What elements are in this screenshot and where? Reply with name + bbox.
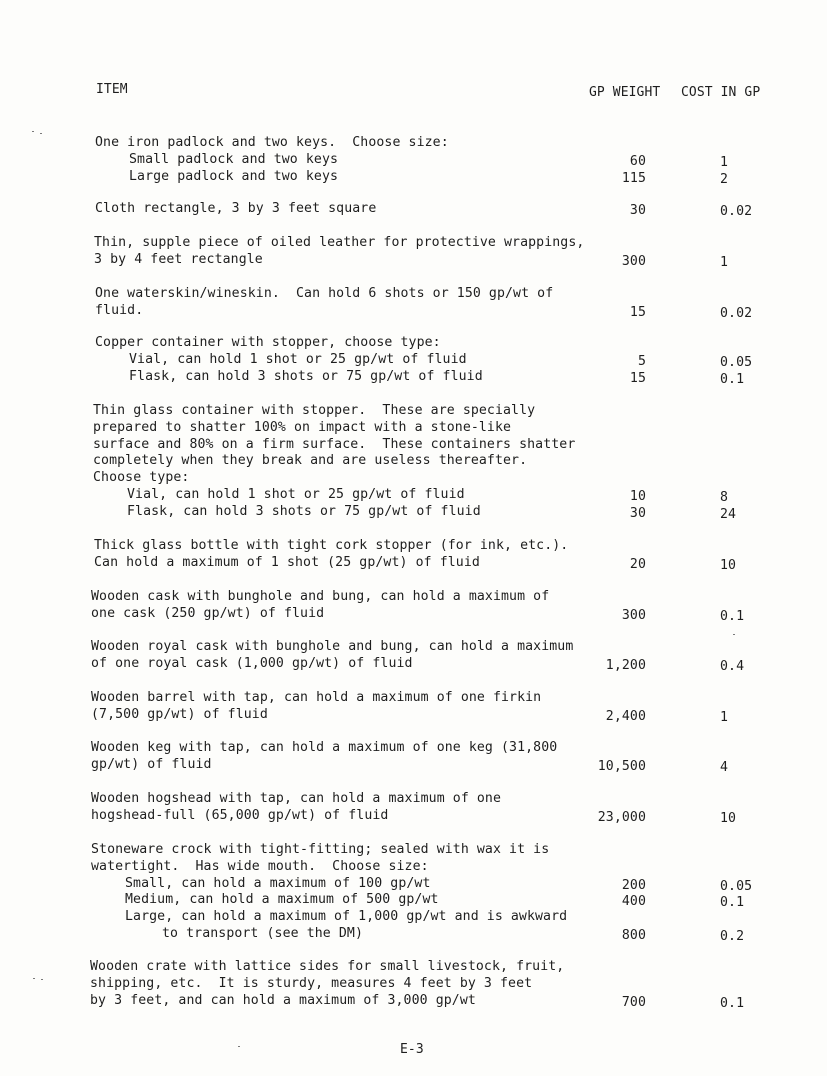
item-text: completely when they break and are useless thereafter. — [93, 453, 528, 468]
item-gp-weight: 5 — [637, 354, 646, 369]
item-cost: 24 — [720, 507, 737, 522]
scan-speck — [40, 133, 42, 134]
item-text: Flask, can hold 3 shots or 75 gp/wt of fluid — [127, 504, 481, 519]
item-gp-weight: 30 — [629, 203, 646, 218]
item-option-line — [0, 908, 827, 925]
item-description-line — [0, 790, 827, 807]
item-description-line — [0, 958, 827, 975]
item-cost: 0.1 — [720, 609, 745, 624]
header-cost-in-gp: COST IN GP — [681, 85, 761, 100]
header-gp-weight: GP WEIGHT — [589, 85, 661, 100]
item-option-line — [0, 486, 827, 503]
item-option-line — [0, 351, 827, 368]
item-description-line — [0, 739, 827, 756]
item-gp-weight: 2,400 — [605, 709, 646, 724]
item-gp-weight: 15 — [629, 371, 646, 386]
item-text: to transport (see the DM) — [162, 926, 363, 941]
item-gp-weight: 115 — [621, 171, 646, 186]
item-cost: 1 — [720, 155, 729, 170]
item-text: prepared to shatter 100% on impact with a stone-like — [93, 420, 512, 435]
item-cost: 0.1 — [720, 895, 745, 910]
item-gp-weight: 10,500 — [597, 759, 646, 774]
item-text: Wooden hogshead with tap, can hold a maximum of one — [91, 791, 502, 806]
item-description-line — [0, 807, 827, 824]
item-text: watertight. Has wide mouth. Choose size: — [91, 859, 429, 874]
item-text: fluid. — [95, 303, 144, 318]
item-option-line — [0, 503, 827, 520]
item-text: Large padlock and two keys — [129, 169, 339, 184]
item-text: 3 by 4 feet rectangle — [94, 252, 263, 267]
item-gp-weight: 700 — [621, 995, 646, 1010]
item-cost: 0.05 — [720, 355, 753, 370]
item-cost: 2 — [720, 172, 729, 187]
item-option-line — [0, 891, 827, 908]
item-gp-weight: 23,000 — [597, 810, 646, 825]
item-description-line — [0, 436, 827, 453]
item-text: Thick glass bottle with tight cork stopper (for ink, etc.). — [94, 538, 569, 553]
item-description-line — [0, 756, 827, 773]
item-cost: 10 — [720, 558, 737, 573]
item-text: Wooden cask with bunghole and bung, can hold a maximum of — [91, 589, 550, 604]
item-gp-weight: 60 — [629, 154, 646, 169]
item-description-line — [0, 655, 827, 672]
item-gp-weight: 800 — [621, 928, 646, 943]
scan-speck — [41, 979, 43, 980]
item-text: Can hold a maximum of 1 shot (25 gp/wt) of fluid — [94, 555, 480, 570]
header-item: ITEM — [96, 82, 128, 97]
item-text: hogshead-full (65,000 gp/wt) of fluid — [91, 808, 389, 823]
item-gp-weight: 300 — [621, 254, 646, 269]
item-cost: 0.1 — [720, 372, 745, 387]
item-description-line — [0, 992, 827, 1009]
item-cost: 0.05 — [720, 879, 753, 894]
item-description-line — [0, 975, 827, 992]
item-gp-weight: 200 — [621, 878, 646, 893]
item-gp-weight: 30 — [629, 506, 646, 521]
item-text: Large, can hold a maximum of 1,000 gp/wt and is awkward — [125, 909, 568, 924]
item-text: one cask (250 gp/wt) of fluid — [91, 606, 325, 621]
item-gp-weight: 20 — [629, 557, 646, 572]
page-number: E-3 — [400, 1042, 424, 1057]
item-cost: 1 — [720, 710, 729, 725]
item-text: Vial, can hold 1 shot or 25 gp/wt of fluid — [127, 487, 465, 502]
item-text: Copper container with stopper, choose type: — [95, 335, 441, 350]
item-text: One iron padlock and two keys. Choose size: — [95, 135, 449, 150]
item-text: Stoneware crock with tight-fitting; sealed with wax it is — [91, 842, 550, 857]
scan-speck — [733, 634, 735, 635]
item-cost: 8 — [720, 490, 729, 505]
item-description-line — [0, 605, 827, 622]
item-option-line — [0, 875, 827, 892]
item-text: of one royal cask (1,000 gp/wt) of fluid — [91, 656, 413, 671]
item-description-line — [0, 200, 827, 217]
item-cost: 0.02 — [720, 204, 753, 219]
item-description-line — [0, 841, 827, 858]
item-text: Wooden royal cask with bunghole and bung, can hold a maximum — [91, 639, 574, 654]
item-text: Medium, can hold a maximum of 500 gp/wt — [125, 892, 439, 907]
item-cost: 10 — [720, 811, 737, 826]
item-description-line — [0, 638, 827, 655]
scan-speck — [238, 1046, 240, 1047]
item-text: Wooden crate with lattice sides for small livestock, fruit, — [90, 959, 565, 974]
item-description-line — [0, 858, 827, 875]
item-description-line — [0, 689, 827, 706]
item-cost: 0.02 — [720, 306, 753, 321]
scan-speck — [33, 978, 35, 979]
item-description-line — [0, 554, 827, 571]
item-description-line — [0, 469, 827, 486]
item-cost: 4 — [720, 760, 729, 775]
item-cost: 0.2 — [720, 929, 745, 944]
item-text: Wooden keg with tap, can hold a maximum of one keg (31,800 — [91, 740, 558, 755]
item-description-line — [0, 588, 827, 605]
item-option-line — [0, 925, 827, 942]
item-cost: 0.4 — [720, 659, 745, 674]
item-description-line — [0, 419, 827, 436]
item-text: surface and 80% on a firm surface. These containers shatter — [93, 437, 576, 452]
item-description-line — [0, 537, 827, 554]
scan-speck — [32, 131, 34, 132]
item-text: Thin glass container with stopper. These are specially — [93, 403, 536, 418]
item-gp-weight: 300 — [621, 608, 646, 623]
item-gp-weight: 400 — [621, 894, 646, 909]
item-text: One waterskin/wineskin. Can hold 6 shots or 150 gp/wt of — [95, 286, 554, 301]
item-option-line — [0, 368, 827, 385]
item-text: Thin, supple piece of oiled leather for protective wrappings, — [94, 235, 585, 250]
item-text: Small padlock and two keys — [129, 152, 339, 167]
item-text: by 3 feet, and can hold a maximum of 3,000 gp/wt — [90, 993, 476, 1008]
item-text: (7,500 gp/wt) of fluid — [91, 707, 268, 722]
item-text: Small, can hold a maximum of 100 gp/wt — [125, 876, 431, 891]
item-cost: 0.1 — [720, 996, 745, 1011]
item-description-line — [0, 706, 827, 723]
item-text: Choose type: — [93, 470, 190, 485]
item-description-line — [0, 402, 827, 419]
item-text: Wooden barrel with tap, can hold a maximum of one firkin — [91, 690, 542, 705]
item-description-line — [0, 285, 827, 302]
item-text: Flask, can hold 3 shots or 75 gp/wt of fluid — [129, 369, 483, 384]
item-description-line — [0, 334, 827, 351]
item-description-line — [0, 251, 827, 268]
item-gp-weight: 1,200 — [605, 658, 646, 673]
item-description-line — [0, 134, 827, 151]
item-text: Vial, can hold 1 shot or 25 gp/wt of fluid — [129, 352, 467, 367]
item-text: Cloth rectangle, 3 by 3 feet square — [95, 201, 377, 216]
item-text: shipping, etc. It is sturdy, measures 4 feet by 3 feet — [90, 976, 533, 991]
item-option-line — [0, 151, 827, 168]
item-description-line — [0, 234, 827, 251]
item-gp-weight: 10 — [629, 489, 646, 504]
item-option-line — [0, 168, 827, 185]
item-gp-weight: 15 — [629, 305, 646, 320]
item-cost: 1 — [720, 255, 729, 270]
item-description-line — [0, 302, 827, 319]
item-description-line — [0, 452, 827, 469]
item-text: gp/wt) of fluid — [91, 757, 212, 772]
